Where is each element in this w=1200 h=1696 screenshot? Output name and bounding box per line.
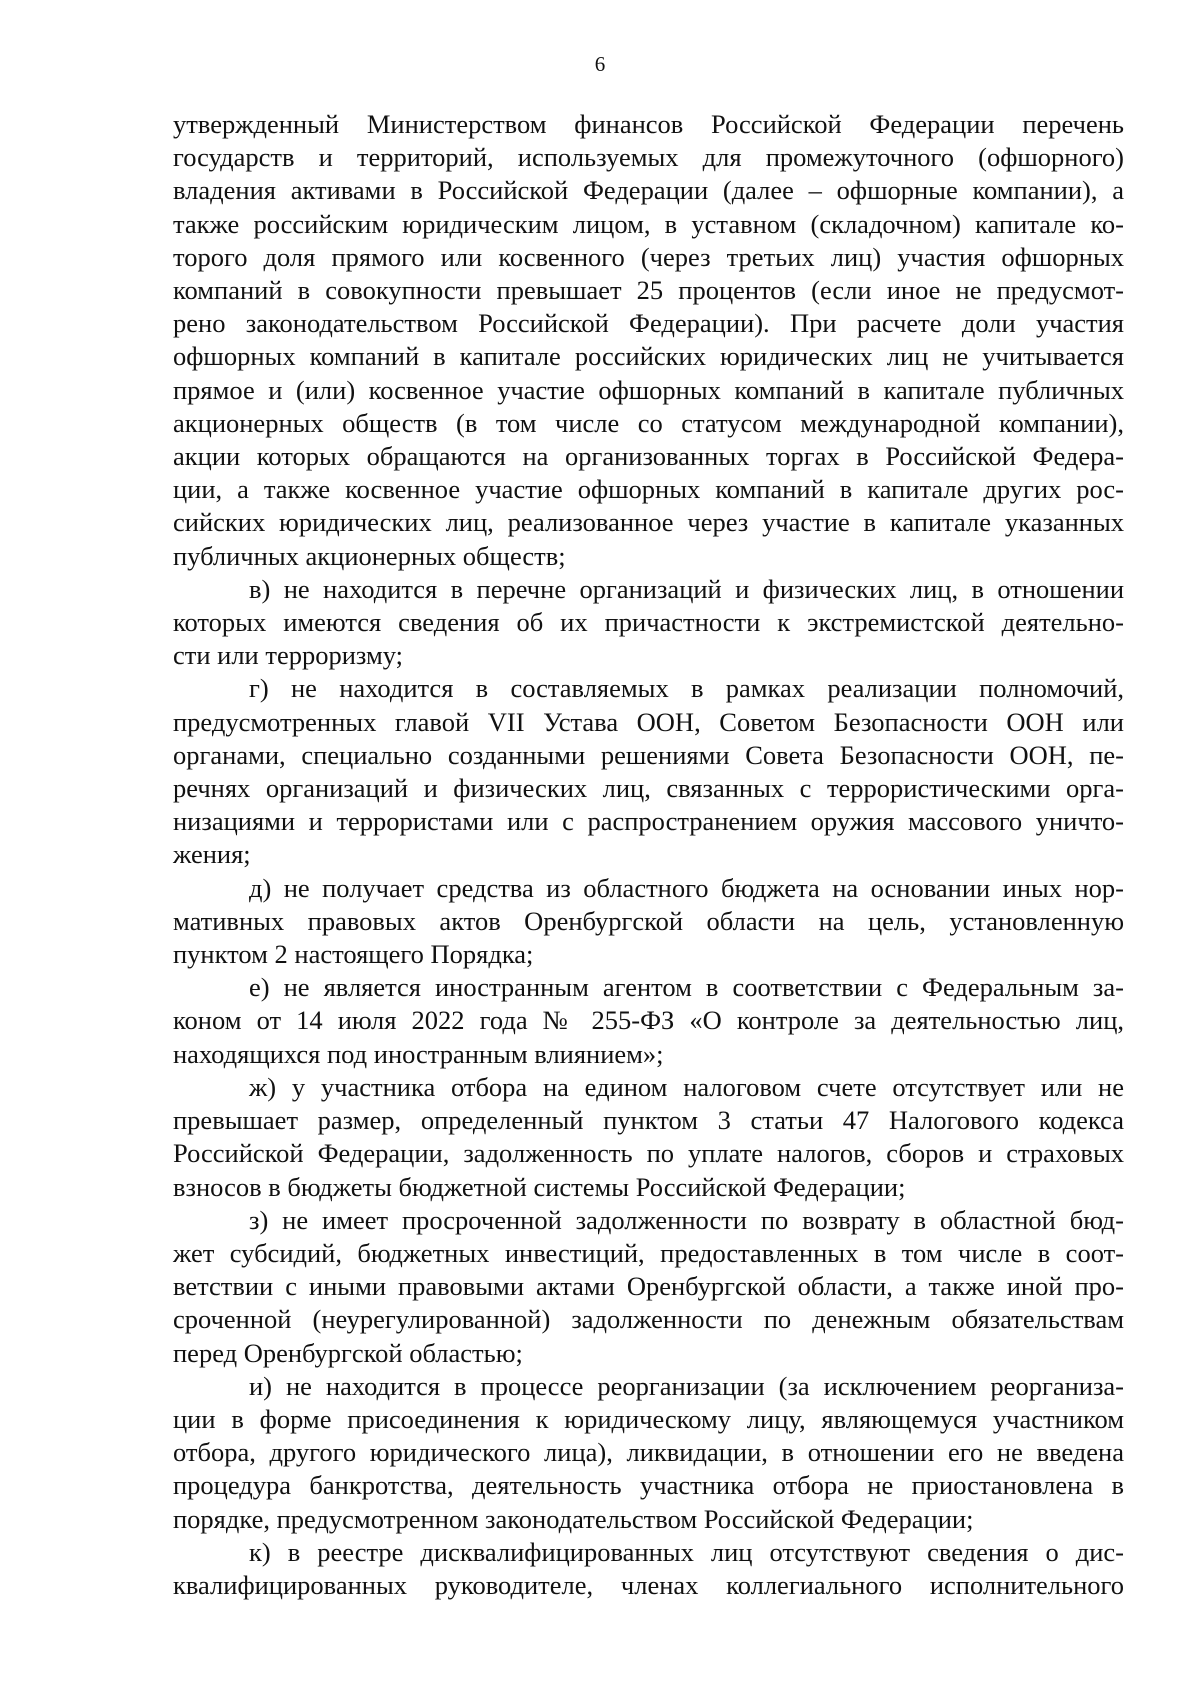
- text-line: порядке, предусмотренном законодательством Российской Федерации;: [173, 1503, 974, 1534]
- text-line: отбора, другого юридического лица), ликвидации, в отношении его не введена: [173, 1437, 1124, 1468]
- text-line: прямое и (или) косвенное участие офшорных компаний в капитале публичных: [173, 374, 1124, 405]
- text-line: к) в реестре дисквалифицированных лиц отсутствуют сведения о дис-: [249, 1536, 1124, 1567]
- text-line: взносов в бюджеты бюджетной системы Российской Федерации;: [173, 1171, 906, 1202]
- text-line: торого доля прямого или косвенного (через третьих лиц) участия офшорных: [173, 241, 1124, 272]
- text-line: коном от 14 июля 2022 года № 255-ФЗ «О контроле за деятельностью лиц,: [173, 1005, 1124, 1036]
- text-line: мативных правовых актов Оренбургской области на цель, установленную: [173, 905, 1124, 936]
- text-line: акционерных обществ (в том числе со статусом международной компании),: [173, 407, 1124, 438]
- text-line: сроченной (неурегулированной) задолженности по денежным обязательствам: [173, 1304, 1124, 1335]
- text-line: пунктом 2 настоящего Порядка;: [173, 939, 534, 970]
- text-line: квалифицированных руководителе, членах коллегиального исполнительного: [173, 1569, 1124, 1600]
- text-line: д) не получает средства из областного бюджета на основании иных нор-: [249, 872, 1124, 903]
- text-line: процедура банкротства, деятельность участника отбора не приостановлена в: [173, 1470, 1124, 1501]
- page-number: 6: [594, 52, 606, 76]
- text-line: е) не является иностранным агентом в соответствии с Федеральным за-: [249, 972, 1124, 1003]
- text-line: компаний в совокупности превышает 25 процентов (если иное не предусмот-: [173, 275, 1124, 306]
- text-line: предусмотренных главой VII Устава ООН, Советом Безопасности ООН или: [173, 706, 1124, 737]
- text-line: речнях организаций и физических лиц, связанных с террористическими орга-: [173, 773, 1124, 804]
- text-line: и) не находится в процессе реорганизации (за исключением реорганиза-: [249, 1370, 1124, 1401]
- document-body: [173, 108, 1124, 1602]
- text-line: Российской Федерации, задолженность по уплате налогов, сборов и страховых: [173, 1138, 1124, 1169]
- text-line: жения;: [173, 839, 251, 870]
- text-line: ции, а также косвенное участие офшорных компаний в капитале других рос-: [173, 474, 1124, 505]
- text-line: сти или терроризму;: [173, 640, 404, 671]
- text-line: ции в форме присоединения к юридическому лицу, являющемуся участником: [173, 1403, 1124, 1434]
- text-line: государств и территорий, используемых для промежуточного (офшорного): [173, 142, 1124, 173]
- text-line: жет субсидий, бюджетных инвестиций, предоставленных в том числе в соот-: [173, 1237, 1124, 1268]
- text-line: владения активами в Российской Федерации (далее – офшорные компании), а: [173, 175, 1124, 206]
- text-line: низациями и террористами или с распространением оружия массового уничто-: [173, 806, 1124, 837]
- text-line: перед Оренбургской областью;: [173, 1337, 523, 1368]
- text-line: ж) у участника отбора на едином налоговом счете отсутствует или не: [249, 1071, 1124, 1102]
- text-line: акции которых обращаются на организованных торгах в Российской Федера-: [173, 441, 1124, 472]
- text-line: также российским юридическим лицом, в уставном (складочном) капитале ко-: [173, 208, 1124, 239]
- text-line: сийских юридических лиц, реализованное через участие в капитале указанных: [173, 507, 1124, 538]
- text-line: в) не находится в перечне организаций и физических лиц, в отношении: [249, 573, 1124, 604]
- text-line: утвержденный Министерством финансов Российской Федерации перечень: [173, 109, 1124, 139]
- text-line: ветствии с иными правовыми актами Оренбургской области, а также иной про-: [173, 1271, 1124, 1302]
- text-line: которых имеются сведения об их причастности к экстремистской деятельно-: [173, 607, 1124, 638]
- text-line: офшорных компаний в капитале российских юридических лиц не учитывается: [173, 341, 1124, 372]
- text-line: з) не имеет просроченной задолженности по возврату в областной бюд-: [249, 1204, 1124, 1235]
- text-line: находящихся под иностранным влиянием»;: [173, 1038, 664, 1069]
- text-line: превышает размер, определенный пунктом 3 статьи 47 Налогового кодекса: [173, 1105, 1124, 1136]
- text-line: органами, специально созданными решениями Совета Безопасности ООН, пе-: [173, 739, 1124, 770]
- text-line: рено законодательством Российской Федерации). При расчете доли участия: [173, 308, 1124, 339]
- text-line: г) не находится в составляемых в рамках реализации полномочий,: [249, 673, 1124, 704]
- text-line: публичных акционерных обществ;: [173, 540, 566, 571]
